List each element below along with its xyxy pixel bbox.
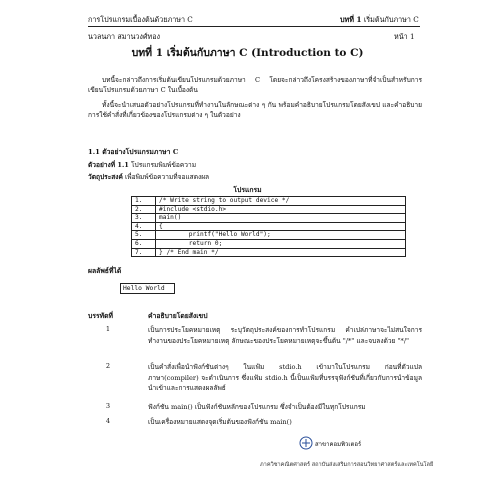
code-line: [132, 239, 406, 248]
program-title: โปรแกรม: [233, 186, 262, 194]
explanation-row-text: เป็นเครื่องหมายแสดงจุดเริ่มต้นของฟังก์ชัน main(): [148, 418, 292, 426]
header-page-number: 1: [409, 32, 415, 41]
example-text: โปรแกรมพิมพ์ข้อความ: [130, 161, 197, 169]
example-line: [88, 159, 196, 170]
header-divider: [88, 26, 420, 27]
code-line-number: 7.: [132, 248, 156, 257]
code-line-text: main(): [156, 214, 406, 223]
explanation-row-text: เป็นการประโยคหมายเหตุ ระบุวัตถุประสงค์ของการทำโปรแกรม คำเปล่ภาษาจะไม่สนใจการทำงานของประโยคหมายเหตุ ลักษณะของประโยคหมายเหตุจะขึ้นต้น "/*" และจบลงด้วย "*/": [148, 326, 422, 345]
section-heading: 1.1 ตัวอย่างโปรแกรมภาษา C: [88, 148, 179, 156]
code-line-text: /* Write string to output device */: [156, 197, 406, 206]
code-line: [132, 231, 406, 240]
header-chapter-title: เริ่มต้นกับภาษา C: [363, 15, 419, 24]
code-line: [132, 214, 406, 223]
intro-paragraph-1: บทนี้จะกล่าวถึงการเริ่มต้นเขียนโปรแกรมด้วยภาษา C โดยจะกล่าวถึงโครงสร้างของภาษาที่จำเป็นสำหรับการเขียนโปรแกรมด้วยภาษา C ในเบื้องต้น: [88, 76, 422, 94]
explanation-row-number: 1: [105, 325, 111, 333]
code-line-number: 5.: [132, 231, 156, 240]
intro-paragraph-2: ทั้งนี้จะนำเสนอตัวอย่างโปรแกรมที่ทำงานในลักษณะต่าง ๆ กัน พร้อมคำอธิบายโปรแกรมโดยสังเขป และคำอธิบายการใช้คำสั่งที่เกี่ยวข้องของโปรแกรมต่าง ๆ ในตัวอย่าง: [88, 101, 422, 119]
code-line: [132, 248, 406, 257]
code-line: [132, 205, 406, 214]
code-line-text: {: [156, 222, 406, 231]
code-line-text: return 0;: [156, 239, 406, 248]
footer-dept: ภาควิชาคณิตศาสตร์ สถาบันส่งเสริมการสอนวิทยาศาสตร์และเทคโนโลยี: [260, 462, 434, 468]
code-line-number: 6.: [132, 239, 156, 248]
explanation-line-header: บรรทัดที่: [88, 312, 113, 320]
program-code-table: [131, 196, 406, 257]
code-line-number: 1.: [132, 197, 156, 206]
code-line-text: printf("Hello World");: [156, 231, 406, 240]
explanation-row-number: 2: [105, 362, 111, 370]
explanation-row-number: 3: [105, 402, 111, 410]
explanation-desc-header: คำอธิบายโดยสังเขป: [148, 312, 208, 320]
header-page: [394, 32, 415, 41]
code-line: [132, 222, 406, 231]
objective-label: วัตถุประสงค์: [88, 173, 123, 181]
objective-text: เพื่อพิมพ์ข้อความที่จอแสดงผล: [125, 173, 210, 181]
header-author: นวลนภา สมานวงศ์ทอง: [88, 32, 161, 41]
output-label: ผลลัพธ์ที่ได้: [88, 267, 122, 275]
header-page-label: หน้า: [394, 32, 408, 41]
explanation-row-text: เป็นคำสั่งเพื่อนำฟังก์ชันต่างๆ ในแฟ้ม stdio.h เข้ามาในโปรแกรม ก่อนที่ตัวแปลภาษา(compiler) จะดำเนินการ ซึ่งแฟ้ม stdio.h นี้เป็นแฟ้มที่บรรจุฟังก์ชันที่เกี่ยวกับการนำข้อมูลนำเข้าและการแสดงผลลัพธ์: [148, 363, 422, 392]
code-line-number: 4.: [132, 222, 156, 231]
header-chapter-number: บทที่ 1: [340, 15, 362, 24]
explanation-row-number: 4: [105, 417, 111, 425]
example-label: ตัวอย่างที่ 1.1: [88, 161, 129, 169]
code-line-text: #include <stdio.h>: [156, 205, 406, 214]
chapter-title: บทที่ 1 เริ่มต้นกับภาษา C (Introduction to C): [131, 47, 364, 59]
output-box: Hello World: [120, 283, 175, 294]
code-line-number: 2.: [132, 205, 156, 214]
header-chapter: [340, 15, 419, 24]
institute-logo-icon: [299, 436, 313, 450]
code-line-number: 3.: [132, 214, 156, 223]
header-course-title: การโปรแกรมเบื้องต้นด้วยภาษา C: [88, 15, 193, 24]
footer-org: สาขาคอมพิวเตอร์: [315, 441, 362, 448]
code-line: [132, 197, 406, 206]
explanation-row-text: ฟังก์ชัน main() เป็นฟังก์ชันหลักของโปรแกรม ซึ่งจำเป็นต้องมีในทุกโปรแกรม: [148, 403, 366, 411]
objective-line: [88, 171, 209, 182]
code-line-text: } /* End main */: [156, 248, 406, 257]
